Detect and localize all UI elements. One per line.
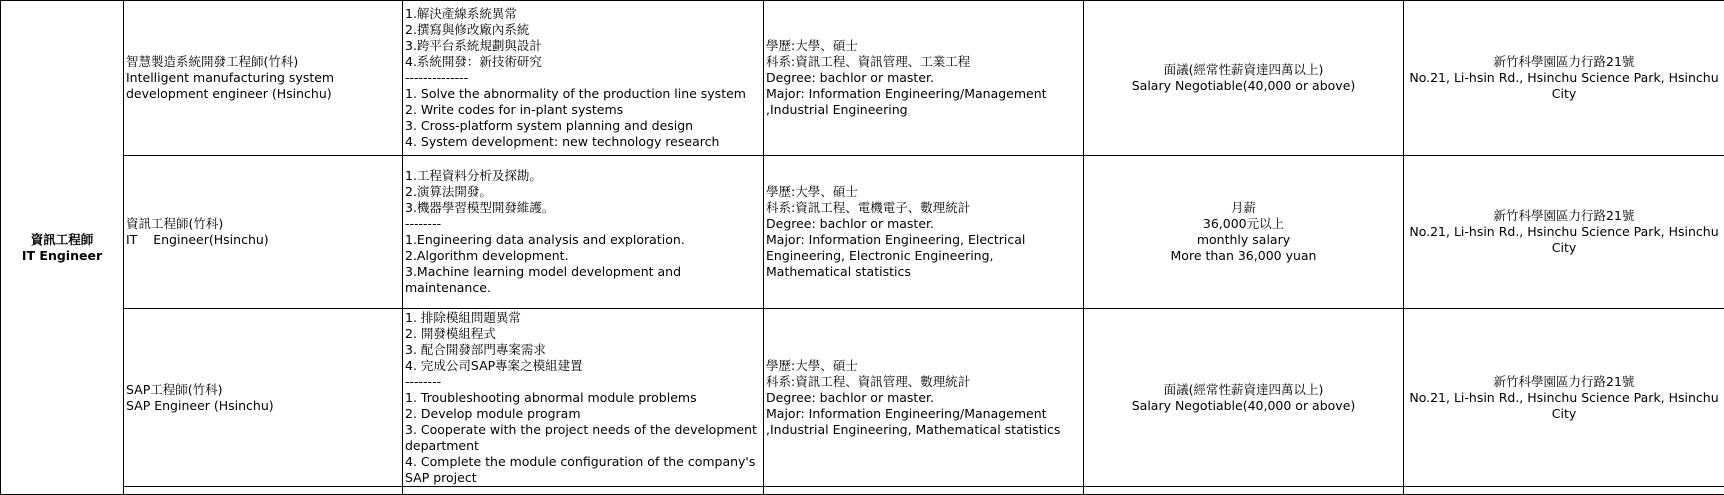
duty-line: 3.跨平台系統規劃與設計 xyxy=(405,38,761,54)
requirement-line: 科系:資訊工程、資訊管理、數理統計 xyxy=(766,374,1081,390)
location-cell xyxy=(1404,309,1724,487)
duty-separator: -------- xyxy=(405,374,761,390)
salary-line: Salary Negotiable(40,000 or above) xyxy=(1086,398,1401,414)
duty-line: 2. 開發模組程式 xyxy=(405,326,761,342)
salary-line: 面議(經常性薪資達四萬以上) xyxy=(1086,382,1401,398)
requirement-line: 科系:資訊工程、資訊管理、工業工程 xyxy=(766,54,1081,70)
duty-separator: -------- xyxy=(405,216,761,232)
duty-line: 1.工程資料分析及探勘。 xyxy=(405,168,761,184)
location-en: No.21, Li-hsin Rd., Hsinchu Science Park, Hsinchu City xyxy=(1406,70,1722,102)
job-title-en: Intelligent manufacturing system development engineer (Hsinchu) xyxy=(126,70,400,102)
duty-line: 3.Machine learning model development and maintenance. xyxy=(405,264,761,296)
salary-line: Salary Negotiable(40,000 or above) xyxy=(1086,78,1401,94)
empty-cell xyxy=(403,487,764,495)
duty-line: 4. System development: new technology research xyxy=(405,134,761,150)
requirement-line: Major: Information Engineering/Management ,Industrial Engineering, Mathematical statistics xyxy=(766,406,1081,438)
duty-line: 3.機器學習模型開發維護。 xyxy=(405,200,761,216)
location-cell xyxy=(1404,1,1724,156)
location-zh: 新竹科學園區力行路21號 xyxy=(1406,374,1722,390)
location-cell xyxy=(1404,156,1724,309)
job-title-zh: SAP工程師(竹科) xyxy=(126,382,400,398)
duty-line: 1. Solve the abnormality of the production line system xyxy=(405,86,761,102)
duty-line: 4.系統開發：新技術研究 xyxy=(405,54,761,70)
duty-line: 4. Complete the module configuration of the company's SAP project xyxy=(405,454,761,486)
table-row xyxy=(1,309,1724,487)
empty-cell xyxy=(124,487,403,495)
job-title-en: IT Engineer(Hsinchu) xyxy=(126,232,400,248)
duty-separator: -------------- xyxy=(405,70,761,86)
requirement-line: 學歷:大學、碩士 xyxy=(766,38,1081,54)
duty-line: 2.演算法開發。 xyxy=(405,184,761,200)
table-row xyxy=(1,1,1724,156)
duty-line: 2. Write codes for in-plant systems xyxy=(405,102,761,118)
duty-line: 1. Troubleshooting abnormal module problems xyxy=(405,390,761,406)
job-title-zh: 智慧製造系統開發工程師(竹科) xyxy=(126,54,400,70)
salary-cell xyxy=(1084,1,1404,156)
category-en: IT Engineer xyxy=(3,248,121,264)
requirements-cell xyxy=(764,309,1084,487)
empty-cell xyxy=(1084,487,1404,495)
job-title-cell xyxy=(124,309,403,487)
requirement-line: Degree: bachlor or master. xyxy=(766,390,1081,406)
requirements-cell xyxy=(764,1,1084,156)
requirement-line: 學歷:大學、碩士 xyxy=(766,184,1081,200)
duties-cell xyxy=(403,156,764,309)
job-title-en: SAP Engineer (Hsinchu) xyxy=(126,398,400,414)
empty-cell xyxy=(1404,487,1724,495)
table-row xyxy=(1,487,1724,495)
duty-line: 1.Engineering data analysis and exploration. xyxy=(405,232,761,248)
duty-line: 3. Cooperate with the project needs of the development department xyxy=(405,422,761,454)
requirement-line: Major: Information Engineering/Management ,Industrial Engineering xyxy=(766,86,1081,118)
requirement-line: Degree: bachlor or master. xyxy=(766,216,1081,232)
salary-line: monthly salary xyxy=(1086,232,1401,248)
duty-line: 4. 完成公司SAP專案之模組建置 xyxy=(405,358,761,374)
requirement-line: Major: Information Engineering, Electrical Engineering, Electronic Engineering, Mathematical statistics xyxy=(766,232,1081,280)
salary-line: 面議(經常性薪資達四萬以上) xyxy=(1086,62,1401,78)
location-zh: 新竹科學園區力行路21號 xyxy=(1406,54,1722,70)
location-en: No.21, Li-hsin Rd., Hsinchu Science Park, Hsinchu City xyxy=(1406,390,1722,422)
duty-line: 1. 排除模組問題異常 xyxy=(405,310,761,326)
location-en: No.21, Li-hsin Rd., Hsinchu Science Park, Hsinchu City xyxy=(1406,224,1722,256)
location-zh: 新竹科學園區力行路21號 xyxy=(1406,208,1722,224)
duty-line: 2.Algorithm development. xyxy=(405,248,761,264)
requirements-cell xyxy=(764,156,1084,309)
salary-line: 36,000元以上 xyxy=(1086,216,1401,232)
requirement-line: Degree: bachlor or master. xyxy=(766,70,1081,86)
table-row xyxy=(1,156,1724,309)
empty-cell xyxy=(764,487,1084,495)
duty-line: 2. Develop module program xyxy=(405,406,761,422)
category-zh: 資訊工程師 xyxy=(3,232,121,248)
salary-line: 月薪 xyxy=(1086,200,1401,216)
job-title-cell xyxy=(124,1,403,156)
duties-cell xyxy=(403,309,764,487)
job-title-cell xyxy=(124,156,403,309)
duty-line: 3. Cross-platform system planning and design xyxy=(405,118,761,134)
salary-cell xyxy=(1084,156,1404,309)
category-cell xyxy=(1,1,124,495)
job-title-zh: 資訊工程師(竹科) xyxy=(126,216,400,232)
duty-line: 2.撰寫與修改廠內系統 xyxy=(405,22,761,38)
duty-line: 3. 配合開發部門專案需求 xyxy=(405,342,761,358)
duties-cell xyxy=(403,1,764,156)
duty-line: 1.解決產線系統異常 xyxy=(405,6,761,22)
requirement-line: 科系:資訊工程、電機電子、數理統計 xyxy=(766,200,1081,216)
salary-cell xyxy=(1084,309,1404,487)
salary-line: More than 36,000 yuan xyxy=(1086,248,1401,264)
requirement-line: 學歷:大學、碩士 xyxy=(766,358,1081,374)
